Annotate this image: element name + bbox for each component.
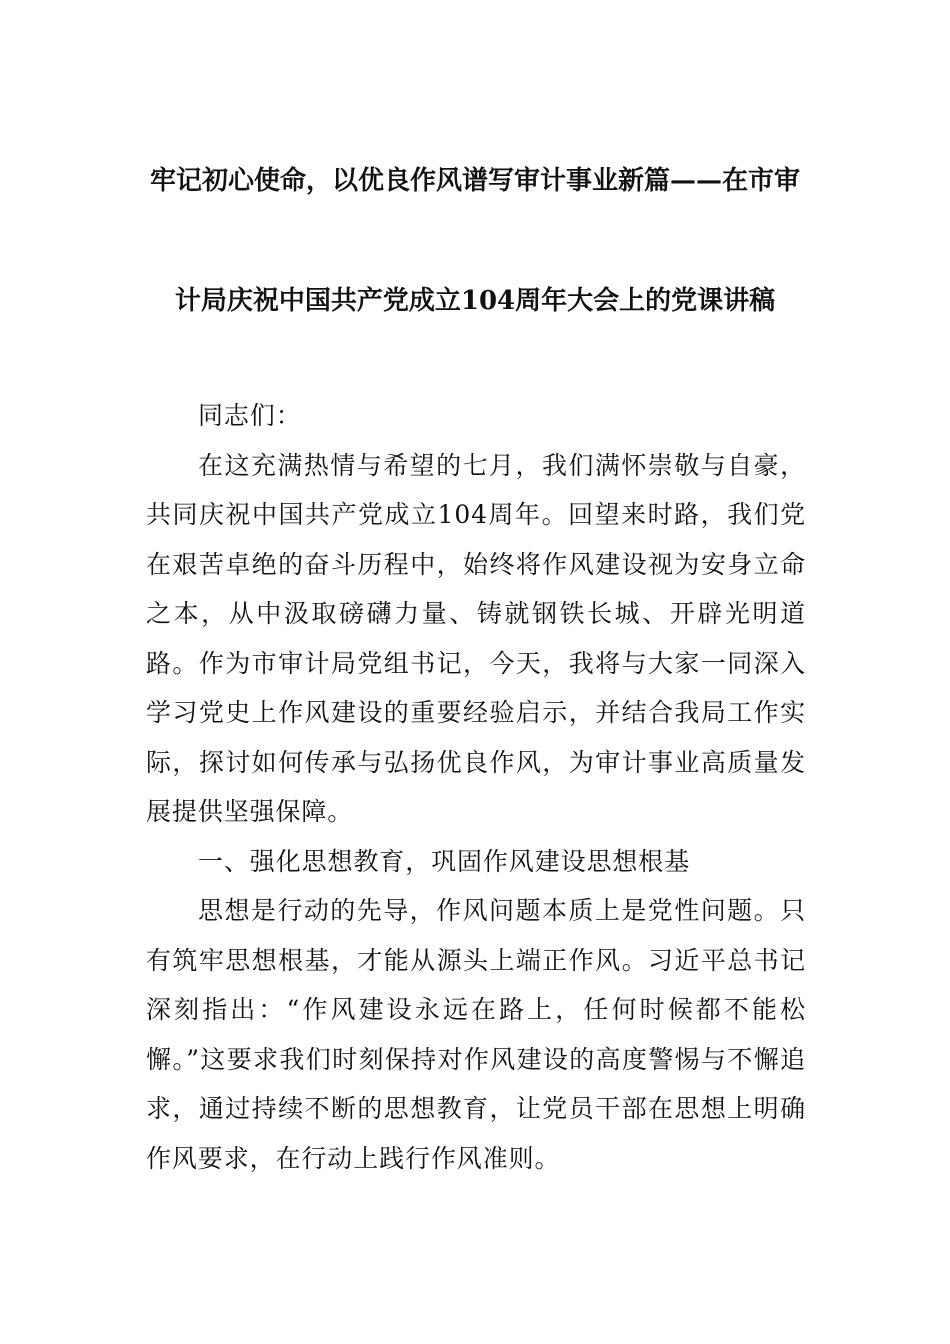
salutation: 同志们： [198, 401, 302, 430]
document-title-line-1: 牢记初心使命，以优良作风谱写审计事业新篇——在市审 [149, 166, 800, 196]
section-heading-1: 一、强化思想教育，巩固作风建设思想根基 [198, 846, 691, 876]
section-1-paragraph: 思想是行动的先导，作风问题本质上是党性问题。只有筑牢思想根基，才能从源头上端正作风。习近平总书记深刻指出：“作风建设永远在路上，任何时候都不能松懈。”这要求我们时刻保持对作风建设的高度警惕与不懈追求，通过持续不断的思想教育，让党员干部在思想上明确作风要求，在行动上践行作风准则。 [146, 896, 806, 1173]
document-body [146, 391, 806, 1183]
intro-paragraph: 在这充满热情与希望的七月，我们满怀崇敬与自豪，共同庆祝中国共产党成立104周年。回望来时路，我们党在艰苦卓绝的奋斗历程中，始终将作风建设视为安身立命之本，从中汲取磅礴力量、铸就钢铁长城、开辟光明道路。作为市审计局党组书记，今天，我将与大家一同深入学习党史上作风建设的重要经验启示，并结合我局工作实际，探讨如何传承与弘扬优良作风，为审计事业高质量发展提供坚强保障。 [146, 450, 806, 826]
document-title-line-2: 计局庆祝中国共产党成立104周年大会上的党课讲稿 [174, 286, 776, 316]
